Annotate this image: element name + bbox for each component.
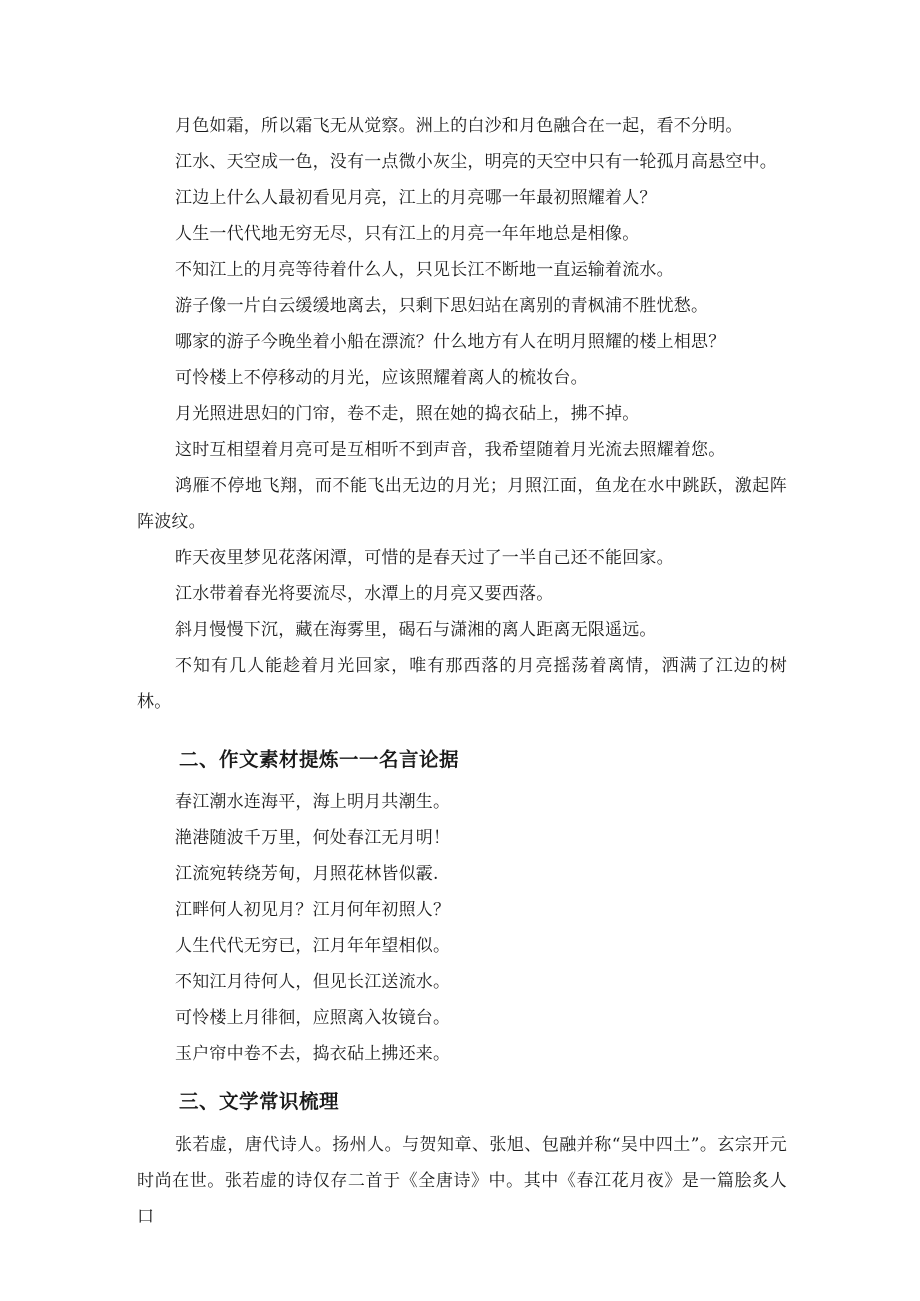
quote-line: 不知江月待何人，但见长江送流水。 <box>175 972 451 992</box>
translation-line: 鸿雁不停地飞翔，而不能飞出无边的月光；月照江面，鱼龙在水中跳跃，激起阵阵波纹。 <box>137 476 787 532</box>
section-quotes <box>137 744 787 776</box>
quote-line: 江畔何人初见月？江月何年初照人？ <box>175 900 451 920</box>
translation-line: 月色如霜，所以霜飞无从觉察。洲上的白沙和月色融合在一起，看不分明。 <box>175 116 743 136</box>
quote-line: 玉户帘中卷不去，捣衣砧上拂还来。 <box>175 1044 451 1064</box>
author-paragraph: 张若虚，唐代诗人。扬州人。与贺知章、张旭、包融并称“吴中四土”。玄宗开元时尚在世。张若虚的诗仅存二首于《全唐诗》中。其中《春江花月夜》是一篇脍炙人口 <box>137 1135 787 1227</box>
translation-line: 江边上什么人最初看见月亮，江上的月亮哪一年最初照耀着人？ <box>175 188 657 208</box>
translation-line: 斜月慢慢下沉，藏在海雾里，碣石与潇湘的离人距离无限遥远。 <box>175 620 657 640</box>
translation-line: 可怜楼上不停移动的月光，应该照耀着离人的梳妆台。 <box>175 368 588 388</box>
translation-line: 哪家的游子今晚坐着小船在漂流？什么地方有人在明月照耀的楼上相思？ <box>175 332 726 352</box>
quote-line: 春江潮水连海平，海上明月共潮生。 <box>175 792 451 812</box>
translation-line: 昨天夜里梦见花落闲潭，可惜的是春天过了一半自己还不能回家。 <box>175 548 674 568</box>
translation-line: 江水带着春光将要流尽，水潭上的月亮又要西落。 <box>175 584 554 604</box>
translation-section <box>137 108 787 720</box>
translation-line: 游子像一片白云缓缓地离去，只剩下思妇站在离别的青枫浦不胜忧愁。 <box>175 296 709 316</box>
translation-line: 江水、天空成一色，没有一点微小灰尘，明亮的天空中只有一轮孤月高悬空中。 <box>175 152 777 172</box>
translation-line: 月光照进思妇的门帘，卷不走，照在她的捣衣砧上，拂不掉。 <box>175 404 640 424</box>
quote-line: 滟港随波千万里，何处春江无月明！ <box>175 828 451 848</box>
literature-body <box>137 1127 787 1235</box>
translation-line: 不知江上的月亮等待着什么人，只见长江不断地一直运输着流水。 <box>175 260 674 280</box>
section-heading: 三、文学常识梳理 <box>179 1090 340 1113</box>
quote-line: 江流宛转绕芳甸，月照花林皆似霰. <box>175 864 439 884</box>
quote-line: 可怜楼上月徘徊，应照离入妆镜台。 <box>175 1008 451 1028</box>
translation-line: 人生一代代地无穷无尽，只有江上的月亮一年年地总是相像。 <box>175 224 640 244</box>
translation-line: 不知有几人能趁着月光回家，唯有那西落的月亮摇荡着离情，洒满了江边的树林。 <box>137 656 787 712</box>
section-literature <box>137 1086 787 1118</box>
section-heading: 二、作文素材提炼一一名言论据 <box>179 748 460 771</box>
quote-line: 人生代代无穷已，江月年年望相似。 <box>175 936 451 956</box>
translation-line: 这时互相望着月亮可是互相听不到声音，我希望随着月光流去照耀着您。 <box>175 440 726 460</box>
quotes-list <box>137 784 787 1072</box>
